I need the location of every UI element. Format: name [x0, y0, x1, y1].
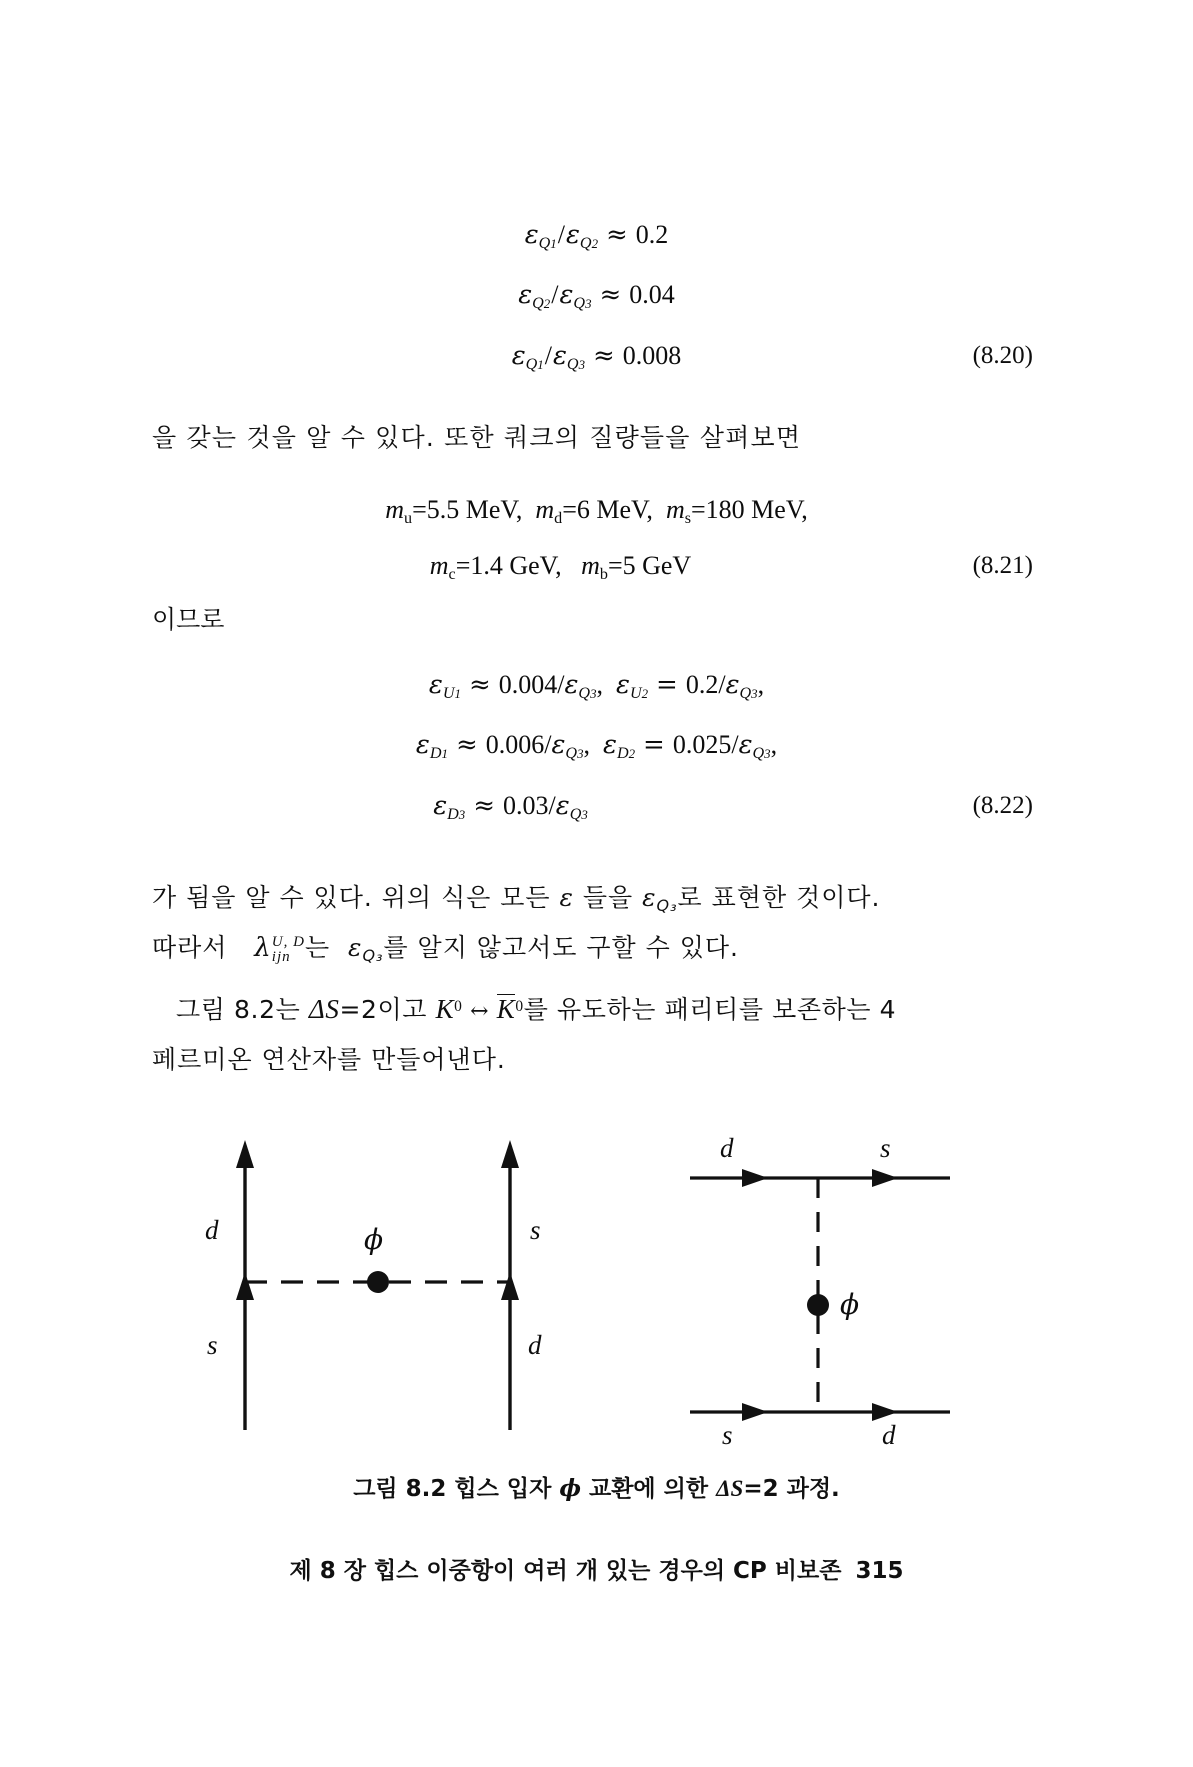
left-label-d-bottom: d	[528, 1330, 542, 1360]
equation-8-21	[0, 497, 1193, 584]
paragraph-1: 을 갖는 것을 알 수 있다. 또한 쿼크의 질량들을 살펴보면	[152, 423, 802, 452]
feynman-diagrams-svg	[0, 1130, 1193, 1460]
p3-epsilon: ε	[559, 883, 574, 912]
right-label-phi: ϕ	[840, 1288, 860, 1321]
p3-l2-text-c: 를 알지 않고서도 구할 수 있다.	[383, 933, 739, 962]
p4-text-c: 를 유도하는 패리티를 보존하는 4	[523, 995, 897, 1024]
caption-phi-symbol: ϕ	[559, 1475, 581, 1502]
equation-8-22-line-1: $\varepsilon_{U1} \approx 0.004/\varepsilon_{Q3}$, $\varepsilon_{U2} = 0.2/\varepsilon_{Q3}$,	[428, 670, 765, 703]
equation-8-20	[0, 222, 1193, 373]
paragraph-4-line-2: 페르미온 연산자를 만들어낸다.	[152, 1045, 506, 1074]
right-label-d-bottom: d	[882, 1420, 896, 1450]
equation-8-20-line-3: $\varepsilon_{Q1}/\varepsilon_{Q3} \approx 0.008$ (8.20)	[511, 340, 1033, 373]
left-label-s-top: s	[530, 1215, 541, 1245]
p3-epsilon-q: ε	[642, 883, 657, 912]
k-zero-symbol: K	[435, 994, 455, 1024]
right-label-s-top: s	[880, 1133, 891, 1163]
lambda-subscript: ijn	[271, 949, 291, 965]
delta-s-symbol: ΔS	[308, 994, 340, 1024]
p3-text-a: 가 됨을 알 수 있다. 위의 식은 모든	[152, 883, 560, 912]
p3-l2-text-a: 따라서	[152, 933, 228, 962]
p3-l2-epsilon-q: ε	[348, 933, 363, 962]
lambda-superscript: U, D	[271, 934, 305, 950]
caption-suffix: =2 과정.	[743, 1476, 840, 1502]
left-label-s-bottom: s	[207, 1330, 218, 1360]
paragraph-2: 이므로	[152, 605, 225, 634]
left-label-d-top: d	[205, 1215, 219, 1245]
p3-l2-epsilon-q-sub: Q₃	[362, 946, 384, 966]
page-number: 315	[855, 1558, 904, 1584]
caption-prefix: 그림 8.2 힙스 입자	[353, 1476, 560, 1502]
footer-chapter-title: 제 8 장 힙스 이중항이 여러 개 있는 경우의 CP 비보존	[289, 1558, 842, 1584]
figure-caption	[0, 1470, 1193, 1503]
equation-tag-8-20: (8.20)	[972, 341, 1033, 369]
page-footer	[0, 1552, 1193, 1585]
equation-tag-8-21: (8.21)	[972, 552, 1033, 580]
equation-8-22	[0, 672, 1193, 823]
k-bar-superscript: 0	[515, 998, 524, 1016]
equation-8-22-line-3: $\varepsilon_{D3} \approx 0.03/\varepsilon_{Q3}$ (8.22)	[433, 790, 1033, 823]
paragraph-3-line-2	[152, 928, 739, 965]
equation-8-20-line-1: $\varepsilon_{Q1}/\varepsilon_{Q2} \approx 0.2$	[524, 220, 669, 253]
caption-middle: 교환에 의한	[580, 1476, 717, 1502]
p3-epsilon-q-sub: Q₃	[656, 896, 678, 916]
equation-tag-8-22: (8.22)	[972, 791, 1033, 819]
equation-8-21-line-1: $m_u=5.5$ MeV, $m_d=6$ MeV, $m_s=180$ MeV,	[385, 495, 808, 528]
p3-text-b: 들을	[573, 883, 643, 912]
equation-8-21-line-2: $m_c=1.4$ GeV, $m_b=5$ GeV (8.21)	[429, 551, 1033, 584]
p3-l2-text-b: 는	[304, 933, 331, 962]
paragraph-3-line-1	[152, 878, 880, 915]
k-zero-superscript: 0	[454, 998, 463, 1016]
figure-8-2	[0, 1130, 1193, 1460]
double-arrow-icon: ↔	[462, 999, 497, 1024]
right-label-d-top: d	[720, 1133, 734, 1163]
p4-text-a: 그림 8.2는	[176, 995, 309, 1024]
equation-8-22-line-2: $\varepsilon_{D1} \approx 0.006/\varepsilon_{Q3}$, $\varepsilon_{D2} = 0.025/\varepsilon_{Q3}$,	[415, 730, 778, 763]
p4-text-b: =2이고	[339, 995, 436, 1024]
right-label-s-bottom: s	[722, 1420, 733, 1450]
p3-text-c: 로 표현한 것이다.	[677, 883, 881, 912]
left-label-phi: ϕ	[364, 1223, 384, 1256]
lambda-symbol: λ	[254, 933, 272, 963]
caption-delta-s-symbol: ΔS	[716, 1476, 744, 1501]
paragraph-4-line-1	[176, 990, 896, 1026]
k-bar-symbol: K	[496, 994, 516, 1024]
equation-8-20-line-2: $\varepsilon_{Q2}/\varepsilon_{Q3} \approx 0.04$	[518, 280, 675, 313]
